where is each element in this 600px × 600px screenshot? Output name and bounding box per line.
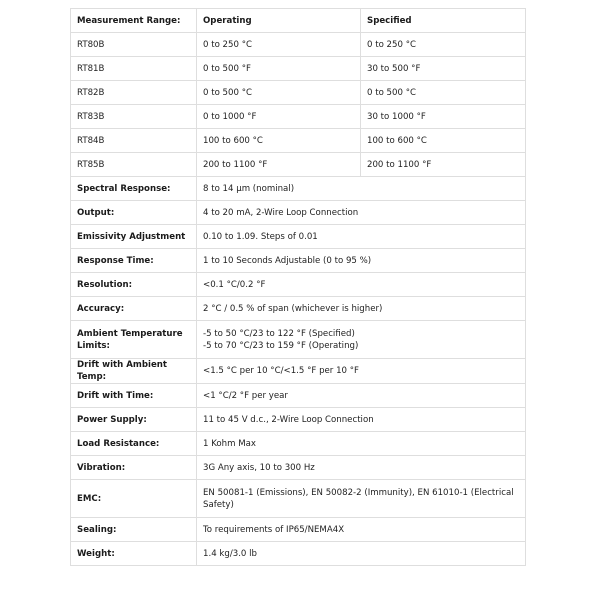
operating-range-cell: 200 to 1100 °F [197,153,361,177]
spec-label: Spectral Response: [71,177,197,201]
spec-row-weight [71,542,526,566]
spec-value: 3G Any axis, 10 to 300 Hz [197,456,526,480]
spec-row-output [71,201,526,225]
spec-row-sealing [71,518,526,542]
measurement-range-label: Measurement Range: [71,9,197,33]
spec-value: To requirements of IP65/NEMA4X [197,518,526,542]
spec-value-line: -5 to 70 °C/23 to 159 °F (Operating) [203,340,359,351]
operating-range-cell: 0 to 500 °C [197,81,361,105]
spec-value: 11 to 45 V d.c., 2-Wire Loop Connection [197,408,526,432]
spec-value: 8 to 14 µm (nominal) [197,177,526,201]
spec-row-load-resistance [71,432,526,456]
specified-range-cell: 0 to 500 °C [361,81,526,105]
table-header-row [71,9,526,33]
spec-value: 1.4 kg/3.0 lb [197,542,526,566]
spec-table [70,8,526,566]
spec-label: Emissivity Adjustment [71,225,197,249]
table-row [71,105,526,129]
spec-label: Load Resistance: [71,432,197,456]
spec-label: Ambient Temperature Limits: [71,321,197,359]
operating-range-cell: 0 to 250 °C [197,33,361,57]
spec-value: <1.5 °C per 10 °C/<1.5 °F per 10 °F [197,359,526,384]
model-cell: RT82B [71,81,197,105]
spec-label: Drift with Ambient Temp: [71,359,197,384]
spec-value: 1 Kohm Max [197,432,526,456]
specified-range-cell: 0 to 250 °C [361,33,526,57]
spec-value: 0.10 to 1.09. Steps of 0.01 [197,225,526,249]
spec-label: Power Supply: [71,408,197,432]
table-row [71,129,526,153]
spec-value: 1 to 10 Seconds Adjustable (0 to 95 %) [197,249,526,273]
spec-row-drift-time [71,384,526,408]
table-row [71,153,526,177]
table-row [71,81,526,105]
model-cell: RT80B [71,33,197,57]
operating-range-cell: 100 to 600 °C [197,129,361,153]
spec-label: Drift with Time: [71,384,197,408]
operating-range-cell: 0 to 1000 °F [197,105,361,129]
spec-value [197,321,526,359]
operating-range-cell: 0 to 500 °F [197,57,361,81]
spec-row-response-time [71,249,526,273]
spec-row-accuracy [71,297,526,321]
spec-value-line: -5 to 50 °C/23 to 122 °F (Specified) [203,328,355,339]
spec-label: Sealing: [71,518,197,542]
spec-sheet [70,8,525,566]
spec-row-emissivity [71,225,526,249]
spec-label: EMC: [71,480,197,518]
spec-row-drift-ambient [71,359,526,384]
model-cell: RT81B [71,57,197,81]
spec-label: Response Time: [71,249,197,273]
table-row [71,33,526,57]
specified-range-cell: 30 to 1000 °F [361,105,526,129]
spec-label: Accuracy: [71,297,197,321]
spec-label: Vibration: [71,456,197,480]
specified-range-cell: 200 to 1100 °F [361,153,526,177]
specified-column-header: Specified [361,9,526,33]
model-cell: RT85B [71,153,197,177]
spec-row-ambient-limits [71,321,526,359]
spec-value: EN 50081-1 (Emissions), EN 50082-2 (Immunity), EN 61010-1 (Electrical Safety) [197,480,526,518]
model-cell: RT84B [71,129,197,153]
spec-label: Resolution: [71,273,197,297]
specified-range-cell: 30 to 500 °F [361,57,526,81]
spec-row-resolution [71,273,526,297]
specified-range-cell: 100 to 600 °C [361,129,526,153]
spec-value: <0.1 °C/0.2 °F [197,273,526,297]
spec-label: Output: [71,201,197,225]
spec-row-emc [71,480,526,518]
spec-value: <1 °C/2 °F per year [197,384,526,408]
table-row [71,57,526,81]
operating-column-header: Operating [197,9,361,33]
spec-value: 4 to 20 mA, 2-Wire Loop Connection [197,201,526,225]
spec-value: 2 °C / 0.5 % of span (whichever is higher) [197,297,526,321]
spec-row-vibration [71,456,526,480]
spec-row-power-supply [71,408,526,432]
model-cell: RT83B [71,105,197,129]
spec-label: Weight: [71,542,197,566]
spec-row-spectral-response [71,177,526,201]
